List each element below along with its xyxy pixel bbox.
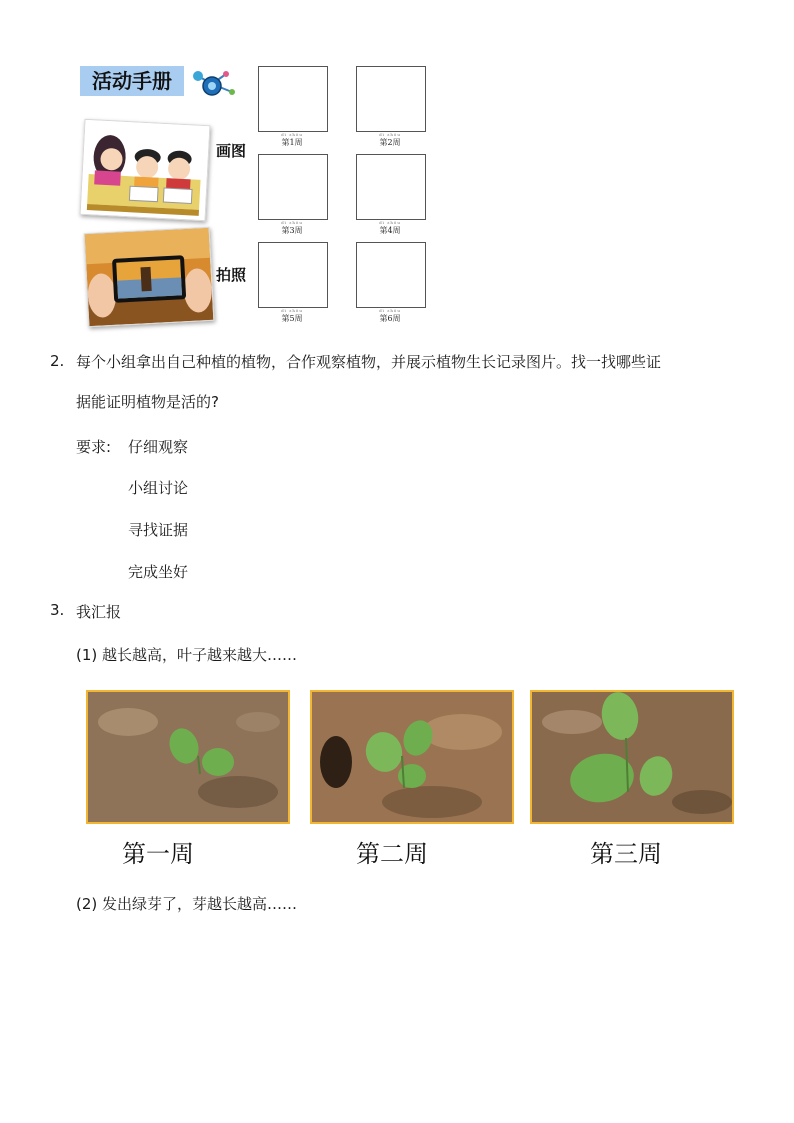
molecule-icon [188, 66, 238, 100]
q3-item-2: (2) 发出绿芽了，芽越长越高…… [76, 895, 298, 913]
week-6-frame [356, 242, 426, 308]
week-3-caption: dì zhōu 第3周 [281, 220, 303, 235]
draw-label: 画图 [216, 142, 247, 160]
requirement-item: 仔细观察 [128, 438, 189, 456]
week-5-frame [258, 242, 328, 308]
q2-line-2: 据能证明植物是活的? [76, 393, 219, 411]
photo-caption-week-1: 第一周 [122, 840, 194, 868]
requirement-item: 小组讨论 [128, 479, 189, 497]
week-2-frame [356, 66, 426, 132]
photo-caption-week-2: 第二周 [356, 840, 428, 868]
q2-number: 2. [50, 352, 65, 370]
week-4-frame [356, 154, 426, 220]
week-3-frame [258, 154, 328, 220]
q3-title: 我汇报 [76, 603, 122, 621]
requirement-item: 寻找证据 [128, 521, 189, 539]
week-1-caption: dì zhōu 第1周 [281, 132, 303, 147]
requirement-item: 完成坐好 [128, 563, 189, 581]
q3-number: 3. [50, 601, 65, 619]
seedling-photo-week-1 [86, 690, 290, 824]
q3-item-1: (1) 越长越高，叶子越来越大…… [76, 646, 298, 664]
week-4-caption: dì zhōu 第4周 [379, 220, 401, 235]
requirements-label: 要求: [76, 438, 112, 456]
week-5-caption: dì zhōu 第5周 [281, 308, 303, 323]
seedling-photo-week-3 [530, 690, 734, 824]
seedling-photo-week-2 [310, 690, 514, 824]
drawing-picture [80, 119, 211, 221]
week-6-caption: dì zhōu 第6周 [379, 308, 401, 323]
handbook-title: 活动手册 [80, 66, 184, 96]
week-2-caption: dì zhōu 第2周 [379, 132, 401, 147]
photo-caption-week-3: 第三周 [590, 840, 662, 868]
q2-line-1: 每个小组拿出自己种植的植物，合作观察植物，并展示植物生长记录图片。找一找哪些证 [76, 353, 662, 371]
photo-label: 拍照 [216, 266, 247, 284]
week-1-frame [258, 66, 328, 132]
phone-photo-picture [84, 227, 215, 327]
q2-text [76, 342, 766, 422]
